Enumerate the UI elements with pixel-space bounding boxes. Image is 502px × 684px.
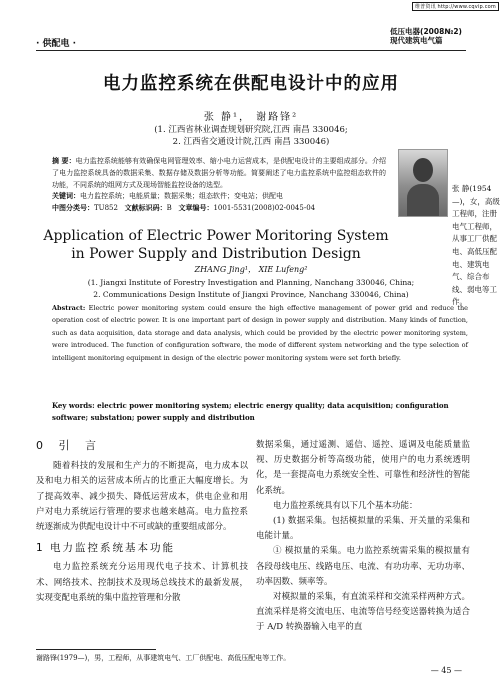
right-paragraph-5: 对模拟量的采集，有直流采样和交流采样两种方式。直流采样是将交流电压、电流等信号经变送器转换为适合于 A/D 转换器输入电平的直 <box>256 592 470 633</box>
doccode-value: B <box>166 204 172 213</box>
english-affiliation-1: (1. Jiangxi Institute of Forestry Investigation and Planning, Nanchang 330046, China; <box>87 278 415 287</box>
column-label: · 供配电 · <box>36 39 77 49</box>
journal-info <box>390 27 462 45</box>
section-1-heading: 1 电力监控系统基本功能 <box>36 542 176 555</box>
section-0-heading: 0 引 言 <box>36 439 102 452</box>
article-title: 电力监控系统在供配电设计中的应用 <box>103 74 399 94</box>
abstract-text: 电力监控系统能够有效确保电网管理效率、缩小电力运营成本，是供配电设计的主要组成部分。介绍了电力监控系统具备的数据采集、数据存储及数据分析等功能。简要阐述了电力监控系统中监控组态软件的功能，不同系统的组网方式及现场智能监控设备的选型。 <box>52 157 386 189</box>
right-paragraph-3: (1) 数据采集。包括模拟量的采集、开关量的采集和电能计量。 <box>256 516 470 542</box>
author-bio: 张 静(1954—)，女，高级工程师，注册电气工程师，从事工厂供配电、高低压配电、建筑电气、综合布线、弱电等工作。 <box>452 184 500 307</box>
abstract-label: 摘 要： <box>52 157 76 165</box>
keywords-label: 关键词： <box>52 192 80 201</box>
article-authors: 张 静¹， 谢路锋² <box>203 112 299 123</box>
footnote-rule <box>36 649 156 650</box>
page-number: — 45 — <box>430 666 462 675</box>
class-label: 中图分类号： <box>52 204 94 213</box>
right-column <box>256 438 470 636</box>
section-0-paragraph: 随着科技的发展和生产力的不断提高，电力成本以及和电力相关的运营成本所占的比重正大幅度增长。为了提高效率、减少损失、降低运营成本，供电企业和用户对电力系统运行管理的要求也越来越高。电力监控系统逐渐成为供配电设计中不可或缺的重要组成部分。 <box>36 461 248 533</box>
english-authors: ZHANG Jing¹， XIE Lufeng² <box>194 265 308 274</box>
english-affiliation-2: 2. Communications Design Institute of Jiangxi Province, Nanchang 330046, China) <box>93 290 409 299</box>
english-abstract <box>52 302 468 364</box>
artno-label: 文章编号： <box>178 204 214 213</box>
affiliation-1: (1. 江西省林业调查规划研究院,江西 南昌 330046; <box>154 125 348 135</box>
watermark: 维普资讯 http://www.cqvip.com <box>412 2 499 11</box>
affiliation-2: 2. 江西省交通设计院,江西 南昌 330046) <box>172 137 330 147</box>
header-rule <box>36 50 466 51</box>
footnote: 谢路锋(1979—)，男，工程师，从事建筑电气、工厂供配电、高低压配电等工作。 <box>36 654 291 662</box>
section-1-paragraph: 电力监控系统充分运用现代电子技术、计算机技术、网络技术、控制技术及现场总线技术的最新发展，实现变配电系统的集中监控管理和分散 <box>36 562 248 603</box>
doccode-label: 文献标识码： <box>124 204 167 213</box>
chinese-abstract <box>52 156 386 215</box>
left-column <box>36 438 248 606</box>
artno-value: 1001-5531(2008)02-0045-04 <box>213 204 316 213</box>
english-abstract-text: Electric power monitoring system could ensure the high effective management of power grid and reduce the operation cost of electric power. It is one important part of design in power supply and distribution. Many kinds of function, such as data acquisition, data storage and data analysis, which could be provided by the electric power monitoring system, were introduced. The function of configuration software, the mode of different system networking and the type selection of intelligent monitoring equipment in design of the electric power monitoring system were set forth briefly. <box>52 304 468 362</box>
right-paragraph-2: 电力监控系统具有以下几个基本功能： <box>273 500 418 511</box>
english-keywords <box>52 400 468 425</box>
journal-issue: 低压电器(2008№2) <box>390 27 462 36</box>
keywords-text: 电力监控系统；电能质量；数据采集；组态软件；变电站；供配电 <box>80 192 283 201</box>
right-paragraph-1: 数据采集，通过遥测、遥信、遥控、遥调及电能质量监视、历史数据分析等高级功能，使用户的电力系统透明化，是一套提高电力系统安全性、可靠性和经济性的智能化系统。 <box>256 440 470 496</box>
right-paragraph-4: ① 模拟量的采集。电力监控系统需采集的模拟量有各段母线电压、线路电压、电流、有功功率、无功功率、功率因数、频率等。 <box>256 546 470 587</box>
english-keywords-text: electric power monitoring system; electric energy quality; data acquisition; configuration software; substation; power supply and distribution <box>52 401 449 423</box>
english-abstract-label: Abstract: <box>52 304 86 312</box>
english-keywords-label: Key words: <box>52 401 95 410</box>
journal-section: 现代建筑电气篇 <box>390 36 443 45</box>
english-title: Application of Electric Power Moritoring System in Power Supply and Distribution Design <box>43 228 389 262</box>
class-value: TU852 <box>94 204 118 213</box>
author-photo <box>398 149 448 217</box>
